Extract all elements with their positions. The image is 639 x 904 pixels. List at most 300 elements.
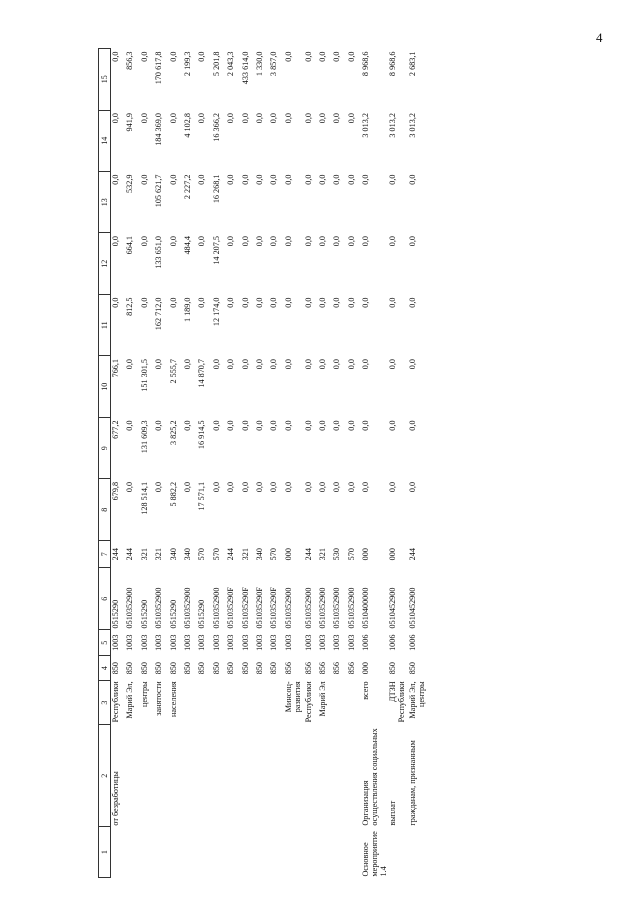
table-cell: 0515290 [111, 599, 120, 629]
table-cell: 850 [182, 662, 192, 675]
table-cell: 321 [139, 548, 149, 561]
table-cell: 133 651,0 [154, 236, 164, 269]
table-cell [347, 827, 361, 878]
table-cell: 856,3 [125, 51, 135, 70]
table-cell: 0,0 [254, 420, 264, 431]
table-row [318, 49, 332, 878]
table-row [255, 49, 269, 878]
table-cell: 0,0 [269, 113, 279, 124]
table-cell [284, 725, 304, 827]
table-cell [226, 827, 240, 878]
table-row [388, 49, 408, 878]
budget-table [98, 48, 450, 878]
table-cell: 850 [111, 662, 120, 675]
table-cell: центры [139, 681, 149, 708]
table-cell: 856 [283, 662, 293, 675]
table-row [304, 49, 318, 878]
table-cell: 0,0 [254, 297, 264, 308]
table-cell: 570 [269, 548, 279, 561]
table-cell [304, 827, 318, 878]
table-cell [269, 725, 283, 827]
table-cell: 0,0 [226, 481, 236, 493]
table-cell: 2 555,7 [168, 358, 178, 384]
table-cell: 856 [318, 662, 328, 675]
table-cell [212, 680, 226, 725]
table-cell: 0,0 [332, 481, 342, 493]
table-cell: 0,0 [303, 420, 313, 431]
table-cell: 0,0 [361, 297, 371, 308]
table-cell: 0,0 [139, 51, 149, 62]
table-cell: 0,0 [388, 481, 398, 493]
table-cell: 151 301,5 [139, 358, 149, 392]
table-cell: 1003 [111, 634, 120, 651]
column-header: 15 [99, 49, 111, 111]
table-cell: 0,0 [182, 481, 192, 493]
table-cell [241, 680, 255, 725]
table-row [408, 49, 450, 878]
table-cell: 0,0 [318, 174, 328, 185]
column-header: 6 [99, 568, 111, 629]
table-cell: 2 199,3 [182, 51, 192, 77]
table-cell: 0,0 [269, 358, 279, 370]
table-cell: 856 [346, 662, 356, 675]
table-cell: 0,0 [139, 236, 149, 247]
table-cell [255, 725, 269, 827]
table-cell: 0,0 [139, 297, 149, 308]
table-cell: 3 013,2 [388, 113, 398, 138]
table-body [111, 49, 451, 878]
table-cell: 0515290 [168, 599, 178, 629]
table-cell [332, 827, 346, 878]
table-cell: 850 [154, 662, 164, 675]
table-cell: 1003 [332, 634, 342, 651]
table-cell: 664,1 [125, 236, 135, 255]
table-cell: 0,0 [283, 236, 293, 247]
table-cell: 850 [168, 662, 178, 675]
table-cell: 0,0 [125, 420, 135, 431]
table-row [332, 49, 346, 878]
table-row [169, 49, 183, 878]
table-cell: 0,0 [332, 420, 342, 431]
column-header: 10 [99, 356, 111, 417]
table-cell: 0,0 [361, 481, 371, 493]
table-cell: 0510352900 [318, 587, 328, 629]
table-cell: 0,0 [361, 236, 371, 247]
table-cell: 0,0 [283, 481, 293, 493]
table-cell [183, 725, 197, 827]
table-cell: 1003 [211, 634, 221, 651]
table-cell: ДТЗН Республики [388, 681, 407, 723]
table-cell [226, 680, 240, 725]
table-cell: 4 102,8 [182, 113, 192, 138]
table-cell [347, 680, 361, 725]
table-cell: 0510452900 [388, 587, 398, 629]
table-cell: 677,2 [111, 420, 120, 439]
table-cell: 0,0 [182, 420, 192, 431]
table-cell [408, 827, 450, 878]
table-cell: 0,0 [346, 51, 356, 62]
table-cell [111, 827, 126, 878]
table-row [197, 49, 211, 878]
table-cell: 0,0 [318, 420, 328, 431]
table-cell: 2 043,3 [226, 51, 236, 77]
table-cell: 1003 [197, 634, 207, 651]
table-cell: 0,0 [269, 420, 279, 431]
table-cell: 0,0 [346, 420, 356, 431]
table-cell: 850 [125, 662, 135, 675]
table-cell: 0,0 [361, 174, 371, 185]
table-cell: населения [168, 681, 178, 717]
table-cell: 3 857,0 [269, 51, 279, 77]
table-cell: 0,0 [254, 113, 264, 124]
table-cell: 0,0 [346, 358, 356, 370]
table-cell: 340 [168, 548, 178, 561]
column-header: 8 [99, 479, 111, 540]
table-cell: 16 366,2 [211, 113, 221, 142]
table-cell: 1003 [318, 634, 328, 651]
table-cell: 0,0 [269, 481, 279, 493]
table-cell: 0,0 [111, 51, 120, 62]
table-cell: 244 [125, 548, 135, 561]
table-cell: 0,0 [125, 358, 135, 370]
table-cell: 5 201,8 [211, 51, 221, 77]
table-cell [197, 680, 211, 725]
table-cell: 433 614,0 [240, 51, 250, 85]
table-cell: 0510352900 [182, 587, 192, 629]
table-cell: выплат [388, 800, 398, 826]
table-cell [269, 827, 283, 878]
table-cell: 1003 [139, 634, 149, 651]
table-cell [154, 725, 168, 827]
table-cell: 3 013,2 [361, 113, 371, 138]
table-row [241, 49, 255, 878]
table-cell [183, 827, 197, 878]
table-cell [255, 827, 269, 878]
table-cell: 162 712,0 [154, 297, 164, 331]
table-cell: 0,0 [303, 481, 313, 493]
table-cell: 530 [332, 548, 342, 561]
table-cell: 184 369,0 [154, 113, 164, 146]
table-cell: 3 825,2 [168, 420, 178, 446]
table-cell [169, 725, 183, 827]
table-cell: 0,0 [154, 420, 164, 431]
table-row [361, 49, 388, 878]
table-row [269, 49, 283, 878]
table-cell: 000 [361, 662, 371, 675]
table-cell: 0510400000 [361, 587, 371, 629]
table-cell: 1003 [226, 634, 236, 651]
table-cell [318, 827, 332, 878]
table-cell: 0,0 [283, 297, 293, 308]
table-cell: 0,0 [154, 358, 164, 370]
table-cell: 051035290F [254, 587, 264, 629]
table-cell: 0,0 [197, 51, 207, 62]
table-cell: 321 [154, 548, 164, 561]
table-cell: Организация осуществления социальных [361, 728, 380, 826]
table-cell: 0,0 [408, 236, 418, 247]
table-cell: 000 [388, 548, 398, 561]
table-cell: 340 [254, 548, 264, 561]
table-cell: 570 [197, 548, 207, 561]
table-cell: 0,0 [240, 420, 250, 431]
table-cell: 0,0 [388, 174, 398, 185]
table-cell: 0,0 [269, 174, 279, 185]
table-cell: 244 [303, 548, 313, 561]
table-cell: 16 268,1 [211, 174, 221, 204]
table-cell: 0510352900 [346, 587, 356, 629]
table-cell: 1003 [168, 634, 178, 651]
table-cell: 0,0 [318, 51, 328, 62]
table-cell: 1003 [254, 634, 264, 651]
table-cell: 105 621,7 [154, 174, 164, 208]
table-cell: 941,9 [125, 113, 135, 132]
table-cell: 128 514,1 [139, 481, 149, 515]
table-cell: 0,0 [408, 358, 418, 370]
table-cell [241, 827, 255, 878]
table-cell: 0,0 [240, 481, 250, 493]
table-cell: 0,0 [346, 297, 356, 308]
table-cell: 0,0 [197, 236, 207, 247]
column-header: 12 [99, 233, 111, 294]
table-cell: Республики [111, 681, 120, 723]
table-cell: 1003 [240, 634, 250, 651]
table-cell: 0,0 [388, 236, 398, 247]
table-cell: 0,0 [111, 174, 120, 185]
table-cell: занятости [154, 681, 164, 716]
table-cell: 1003 [125, 634, 135, 651]
table-cell: 0,0 [346, 113, 356, 124]
table-cell: 321 [318, 548, 328, 561]
table-cell: 1003 [154, 634, 164, 651]
table-cell: 0,0 [226, 174, 236, 185]
table-cell: 321 [240, 548, 250, 561]
table-cell: 0,0 [346, 481, 356, 493]
table-cell [332, 680, 346, 725]
table-cell: 0,0 [211, 358, 221, 370]
table-cell: 570 [211, 548, 221, 561]
table-row [226, 49, 240, 878]
table-cell: 0,0 [408, 174, 418, 185]
table-cell: 0,0 [332, 297, 342, 308]
table-cell: 2 683,1 [408, 51, 418, 77]
table-cell: 766,1 [111, 358, 120, 378]
table-cell: 0,0 [318, 481, 328, 493]
table-cell: 0,0 [332, 113, 342, 124]
table-cell [269, 680, 283, 725]
table-cell [125, 725, 139, 827]
table-row [284, 49, 304, 878]
table-cell: 051035290F [240, 587, 250, 629]
table-cell: 679,8 [111, 481, 120, 501]
column-header: 3 [99, 680, 111, 725]
table-row [140, 49, 154, 878]
table-cell: 0,0 [240, 236, 250, 247]
table-cell [255, 680, 269, 725]
table-cell: 2 227,2 [182, 174, 192, 200]
table-cell: 340 [182, 548, 192, 561]
table-cell: 0,0 [388, 297, 398, 308]
table-cell [347, 725, 361, 827]
table-cell: 0,0 [303, 236, 313, 247]
table-cell: 0,0 [240, 297, 250, 308]
table-cell: 0,0 [139, 174, 149, 185]
table-cell: 0,0 [197, 174, 207, 185]
table-cell: 0,0 [269, 297, 279, 308]
table-cell: 0,0 [226, 358, 236, 370]
table-cell: 1003 [283, 634, 293, 651]
table-cell: 0515290 [197, 599, 207, 629]
table-cell: 532,9 [125, 174, 135, 193]
column-header: 14 [99, 110, 111, 171]
table-cell: 0,0 [318, 297, 328, 308]
table-cell [197, 827, 211, 878]
table-cell: 0,0 [111, 113, 120, 124]
table-cell [226, 725, 240, 827]
table-cell: 0,0 [303, 358, 313, 370]
table-cell: 244 [111, 548, 120, 561]
table-cell: Минсоц-развития [283, 681, 302, 713]
table-cell: 0,0 [211, 481, 221, 493]
table-cell: 8 968,6 [361, 51, 371, 77]
table-cell: 0,0 [254, 481, 264, 493]
table-cell: 0510352900 [154, 587, 164, 629]
table-cell: 0510352900 [332, 587, 342, 629]
table-cell: 850 [197, 662, 207, 675]
column-header: 4 [99, 656, 111, 680]
table-cell: 0,0 [283, 358, 293, 370]
table-cell [125, 827, 139, 878]
table-cell: 0,0 [346, 236, 356, 247]
table-cell: 0,0 [361, 420, 371, 431]
table-cell: 0,0 [361, 358, 371, 370]
table-cell [284, 827, 304, 878]
table-cell: 812,5 [125, 297, 135, 316]
table-cell: 0,0 [332, 358, 342, 370]
table-cell: 0,0 [283, 113, 293, 124]
table-cell: 856 [303, 662, 313, 675]
table-cell: Марий Эл, [125, 681, 135, 719]
table-row [125, 49, 139, 878]
column-header: 7 [99, 540, 111, 568]
table-cell: 1006 [388, 634, 398, 651]
table-cell: 0,0 [226, 236, 236, 247]
table-cell: 0510352900 [283, 587, 293, 629]
table-cell [212, 725, 226, 827]
column-header: 9 [99, 417, 111, 478]
table-cell: 5 882,2 [168, 481, 178, 507]
table-cell: 170 617,8 [154, 51, 164, 85]
table-cell: 0,0 [303, 113, 313, 124]
table-cell: 850 [269, 662, 279, 675]
table-cell: 850 [240, 662, 250, 675]
table-cell: 0,0 [240, 358, 250, 370]
table-cell: 16 914,5 [197, 420, 207, 450]
table-cell: 0,0 [154, 481, 164, 493]
table-cell: 000 [283, 548, 293, 561]
table-cell: 850 [211, 662, 221, 675]
table-cell: 0,0 [168, 113, 178, 124]
table-cell: 0,0 [226, 420, 236, 431]
table-cell: 1006 [361, 634, 371, 651]
table-cell: гражданам, признанным [408, 740, 418, 826]
page-number: 4 [596, 30, 603, 45]
table-cell: 051035290F [269, 587, 279, 629]
table-cell: 0,0 [211, 420, 221, 431]
column-header: 2 [99, 725, 111, 827]
table-row [183, 49, 197, 878]
table-cell: 0,0 [168, 174, 178, 185]
table-cell: 0,0 [168, 297, 178, 308]
table-cell: 570 [346, 548, 356, 561]
table-cell: 0,0 [111, 297, 120, 308]
table-cell: 0,0 [226, 297, 236, 308]
table-cell: Марий Эл [318, 681, 328, 717]
table-cell: 0515290 [139, 599, 149, 629]
table-cell [169, 827, 183, 878]
column-number-header [99, 49, 111, 878]
table-cell: 0,0 [139, 113, 149, 124]
table-cell: 0,0 [346, 174, 356, 185]
table-cell: 0,0 [254, 174, 264, 185]
table-row [347, 49, 361, 878]
table-cell: 0,0 [269, 236, 279, 247]
table-cell [388, 827, 408, 878]
table-cell: 0,0 [182, 358, 192, 370]
table-cell: 12 174,0 [211, 297, 221, 327]
table-cell: 850 [139, 662, 149, 675]
table-cell: 1003 [346, 634, 356, 651]
column-header: 13 [99, 172, 111, 233]
table-cell: 0,0 [240, 113, 250, 124]
table-cell: 0,0 [388, 358, 398, 370]
table-cell: 1003 [303, 634, 313, 651]
table-cell: 14 207,5 [211, 236, 221, 265]
table-cell: 0,0 [168, 236, 178, 247]
table-row [154, 49, 168, 878]
table-cell: 1 189,0 [182, 297, 192, 323]
table-cell: Основное мероприятие 1.4 [361, 831, 389, 877]
table-cell: 1 330,0 [254, 51, 264, 77]
table-cell: 0,0 [111, 236, 120, 247]
table-cell [140, 827, 154, 878]
table-cell: 850 [408, 662, 418, 675]
table-cell: 0,0 [125, 481, 135, 493]
table-cell: 484,4 [182, 236, 192, 255]
table-cell: 0,0 [283, 51, 293, 62]
table-cell: 0,0 [168, 51, 178, 62]
table-cell [318, 725, 332, 827]
table-row [111, 49, 126, 878]
table-cell: 0,0 [332, 236, 342, 247]
table-cell: 0,0 [318, 113, 328, 124]
table-cell: 1003 [269, 634, 279, 651]
table-cell: 051035290F [226, 587, 236, 629]
table-cell [332, 725, 346, 827]
table-cell: 0,0 [283, 420, 293, 431]
table-cell: 0,0 [254, 358, 264, 370]
table-cell: 244 [226, 548, 236, 561]
table-cell: 0,0 [240, 174, 250, 185]
table-cell: 850 [226, 662, 236, 675]
table-cell: 0,0 [303, 51, 313, 62]
table-cell: 0,0 [254, 236, 264, 247]
table-cell: 000 [361, 548, 371, 561]
table-cell: Марий Эл, центры [408, 681, 427, 719]
table-cell: 0,0 [408, 420, 418, 431]
table-cell [197, 725, 211, 827]
table-cell [140, 725, 154, 827]
table-cell: 0,0 [408, 481, 418, 493]
